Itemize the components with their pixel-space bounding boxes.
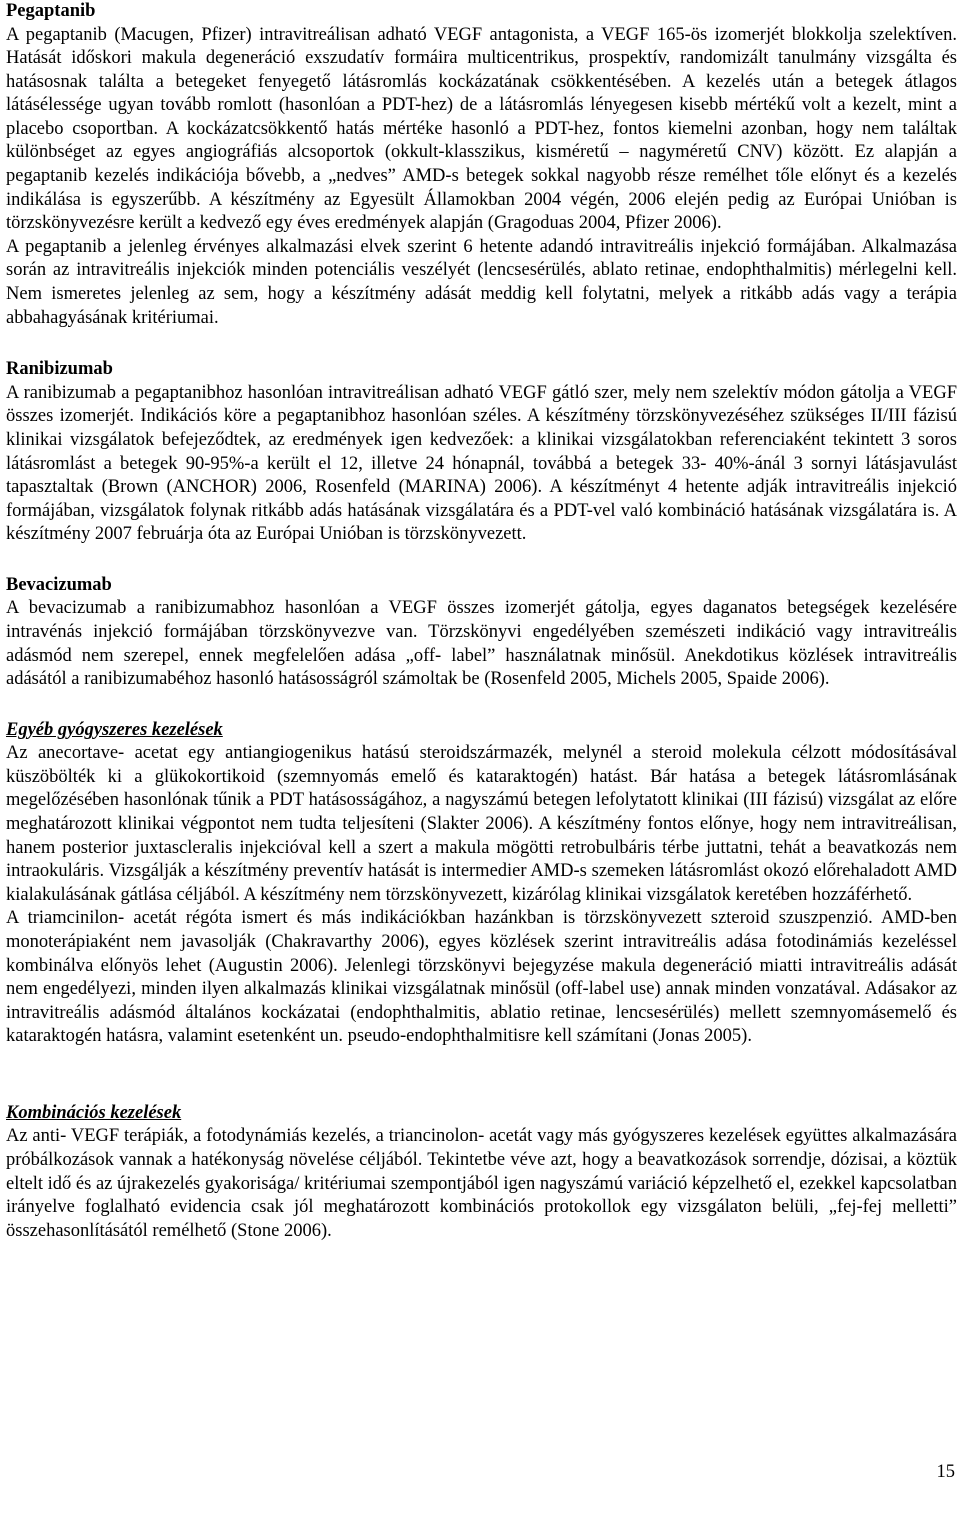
section-spacer bbox=[6, 547, 957, 574]
section-heading: Kombinációs kezelések bbox=[6, 1102, 182, 1123]
paragraph: A triamcinilon- acetát régóta ismert és más indikációkban hazánkban is törzskönyvezett szteroid szuszpenzió. AMD-ben monoterápiaként nem javasolják (Chakravarthy 2006), egyes közlések szerint intravitreális adása fotodinámiás kezeléssel kombinálva előnyös lehet (Augustin 2006). Jelenlegi törzskönyvi bejegyzése makula degeneráció miatti intravitreális adását nem engedélyezi, minden ilyen alkalmazás klinikai vizsgálatnak minősül (off-label use) annak minden vonzatával. Adásakor az intravitreális adásmód általános kockázatai (endophthalmitis, ablatio retinae, lencsesérülés) mellett szemnyomásemelő és kataraktogén hatásra, valamint esetenként un. pseudo-endophthalmitisre kell számítani (Jonas 2005). bbox=[6, 908, 957, 1047]
section-spacer bbox=[6, 692, 957, 719]
section-heading: Egyéb gyógyszeres kezelések bbox=[6, 719, 223, 740]
section-ranibizumab bbox=[6, 358, 957, 547]
page-number: 15 bbox=[936, 1462, 955, 1482]
section-pegaptanib bbox=[6, 0, 957, 330]
paragraph: A bevacizumab a ranibizumabhoz hasonlóan a VEGF összes izomerjét gátolja, egyes daganatos betegségek kezelésére intravénás injekció formájában törzskönyvezve van. Törzskönyvi engedélyében szemészeti indikáció vagy intravitreális adásmód nem szerepel, ennek megfelelően adása „off- label” használatnak minősül. Anekdotikus közlések intravitreális adásától a ranibizumabéhoz hasonló hatásosságról számoltak be (Rosenfeld 2005, Michels 2005, Spaide 2006). bbox=[6, 598, 957, 690]
paragraph: Az anecortave- acetat egy antiangiogenikus hatású steroidszármazék, melynél a steroid molekula célzott módosításával küszöbölték ki a glükokortikoid (szemnyomás emelő és kataraktogén) hatást. Bár hatása a betegek látásromlásának megelőzésében hasonlónak tűnik a PDT hatásosságához, a nagyszámú betegen lefolytatott klinikai (III fázisú) vizsgálat az előre meghatározott klinikai végpontot nem tudta teljesíteni (Slakter 2006). A készítmény fontos előnye, hogy nem intravitreálisan, hanem posterior juxtascleralis injekcióval kell a szert a makula mögötti retrobulbáris térbe juttatni, tehát a beavatkozás nem intraokuláris. Vizsgálják a készítmény preventív hatását is intermedier AMD-s szemeken látásromlást okozó előrehaladott AMD kialakulásának gátlása céljából. A készítmény nem törzskönyvezett, kizárólag klinikai vizsgálatok keretében hozzáférhető. bbox=[6, 743, 957, 905]
section-heading: Pegaptanib bbox=[6, 1, 96, 21]
section-spacer bbox=[6, 330, 957, 358]
paragraph: A ranibizumab a pegaptanibhoz hasonlóan intravitreálisan adható VEGF gátló szer, mely nem szelektív módon gátolja a VEGF összes izomerjét. Indikációs köre a pegaptanibhoz hasonlóan széles. A készítmény törzskönyvezéséhez szükséges II/III fázisú klinikai vizsgálatok befejeződtek, az eredmények igen kedvezőek: a klinikai vizsgálatokban referenciaként tekintett 3 soros látásromlást a betegek 90-95%-a került el 12, illetve 24 hónapnál, továbbá a betegek 33- 40%-ánál 3 sornyi látásjavulást tapasztaltak (Brown (ANCHOR) 2006, Rosenfeld (MARINA) 2006). A készítményt 4 hetente adják intravitreális injekció formájában, vizsgálatok folynak ritkább adás hatásának vizsgálatára és a PDT-vel való kombináció hatásának vizsgálatára is. A készítmény 2007 februárja óta az Európai Unióban is törzskönyvezett. bbox=[6, 382, 957, 545]
section-heading: Ranibizumab bbox=[6, 359, 113, 380]
section-bevacizumab bbox=[6, 574, 957, 692]
paragraph: Az anti- VEGF terápiák, a fotodynámiás kezelés, a triancinolon- acetát vagy más gyógyszeres kezelések együttes alkalmazására próbálkozások vannak a hatékonyság növelése céljából. Tekintetbe véve azt, hogy a beavatkozások sorrendje, dózisai, a köztük eltelt idő és az újrakezelés gyakorisága/ kritériumai szempontjából igen nagyszámú variáció képzelhető el, ezekkel kapcsolatban irányelve foglalható evidencia csak jól meghatározott kombinációs protokollok egy vizsgálaton belüli, „fej-fej melletti” összehasonlításától remélhető (Stone 2006). bbox=[6, 1126, 957, 1241]
section-spacer bbox=[6, 1049, 957, 1102]
section-combination-treatments bbox=[6, 1102, 957, 1243]
document-page bbox=[6, 0, 957, 1243]
section-other-drug-treatments bbox=[6, 719, 957, 1049]
paragraph: A pegaptanib (Macugen, Pfizer) intravitreálisan adható VEGF antagonista, a VEGF 165-ös izomerjét blokkolja szelektíven. Hatását időskori makula degeneráció exszudatív formáira multicentrikus, prospektív, randomizált tanulmány vizsgálta és hatásosnak találta a betegeket fenyegető látásromlás kockázatának csökkentésében. A kezelés után a betegek átlagos látásélessége ugyan tovább romlott (hasonlóan a PDT-hez) de a látásromlás lényegesen kisebb mértékű volt a kezelt, mint a placebo csoportban. A kockázatcsökkentő hatás mértéke hasonló a PDT-hez, fontos kiemelni azonban, hogy nem találtak különbséget az egyes angiográfiás alcsoportok (okkult-klasszikus, kisméretű – nagyméretű CNV) között. Ez alapján a pegaptanib kezelés indikációja bővebb, a „nedves” AMD-s betegek sokkal nagyobb része remélhet tőle előnyt és a kezelés indikálása is egyszerűbb. A készítmény az Egyesült Államokban 2004 végén, 2006 elején pedig az Európai Unióban is törzskönyvezésre került a kedvező egy éves eredmények alapján (Gragoduas 2004, Pfizer 2006). bbox=[6, 24, 957, 234]
section-heading: Bevacizumab bbox=[6, 574, 112, 595]
paragraph: A pegaptanib a jelenleg érvényes alkalmazási elvek szerint 6 hetente adandó intravitreális injekció formájában. Alkalmazása során az intravitreális injekciók minden potenciális veszélyét (lencsesérülés, ablato retinae, endophthalmitis) mérlegelni kell. Nem ismeretes jelenleg az sem, hogy a készítmény adását meddig kell folytatni, melyek a ritkább adás vagy a terápia abbahagyásának kritériumai. bbox=[6, 236, 957, 328]
